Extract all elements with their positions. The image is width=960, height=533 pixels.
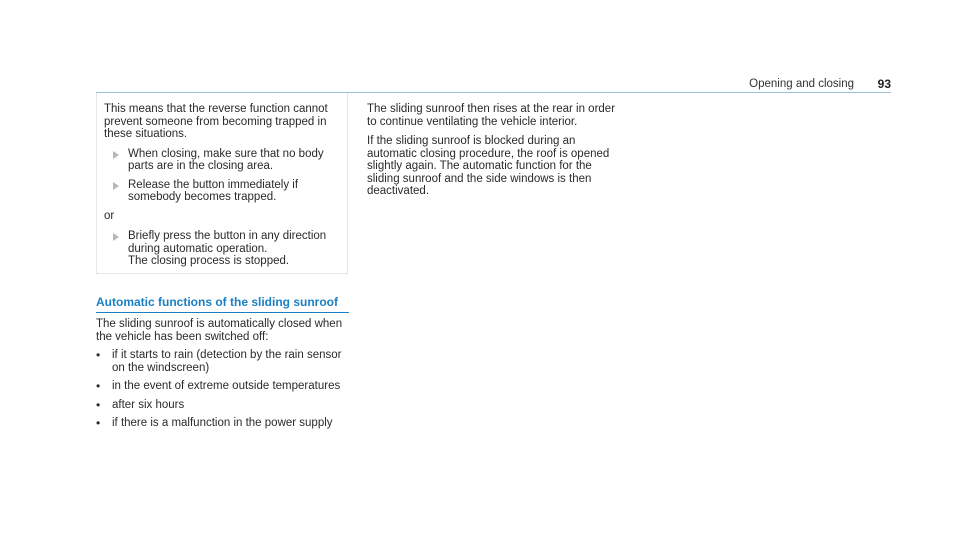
bullet-icon: •: [96, 348, 101, 362]
step-text: When closing, make sure that no body parts are in the closing area.: [128, 147, 324, 172]
bullet-icon: •: [96, 416, 101, 430]
step-2: [104, 179, 341, 204]
list-item-text: in the event of extreme outside temperatures: [112, 380, 341, 392]
list-item: [96, 349, 352, 374]
play-arrow-icon: [113, 233, 119, 241]
section-heading: Automatic functions of the sliding sunroof: [96, 295, 349, 313]
play-arrow-icon: [113, 151, 119, 159]
page-header: [96, 78, 891, 93]
bullet-icon: •: [96, 379, 101, 393]
list-item: [96, 417, 352, 430]
paragraph: The sliding sunroof then rises at the rear in order to continue ventilating the vehicle interior.: [367, 103, 616, 128]
bullet-icon: •: [96, 397, 101, 412]
warning-box: [96, 93, 348, 274]
list-item-text: after six hours: [112, 398, 185, 411]
paragraph: If the sliding sunroof is blocked during an automatic closing procedure, the roof is opened slightly again. The automatic function for the sliding sunroof and the side windows is then deactivated.: [367, 135, 610, 197]
step-text: Release the button immediately if somebody becomes trapped.: [128, 178, 299, 203]
warning-intro: This means that the reverse function cannot prevent someone from becoming trapped in these situations.: [104, 103, 328, 140]
section-body: [96, 318, 352, 436]
page-number: 93: [877, 77, 891, 91]
step-result: The closing process is stopped.: [128, 255, 290, 267]
or-separator: or: [104, 209, 115, 222]
section-title: Opening and closing: [749, 78, 854, 90]
play-arrow-icon: [113, 182, 119, 190]
step-text: [128, 230, 341, 268]
step-1: [104, 148, 341, 173]
list-item-text: if there is a malfunction in the power supply: [112, 417, 333, 429]
step-3: [104, 230, 341, 268]
list-item: [96, 399, 352, 412]
section-intro: The sliding sunroof is automatically closed when the vehicle has been switched off:: [96, 318, 343, 343]
list-item: [96, 380, 352, 393]
step-instruction: Briefly press the button in any direction during automatic operation.: [128, 230, 327, 255]
list-item-text: if it starts to rain (detection by the rain sensor on the windscreen): [112, 349, 342, 374]
right-column: [367, 103, 623, 205]
